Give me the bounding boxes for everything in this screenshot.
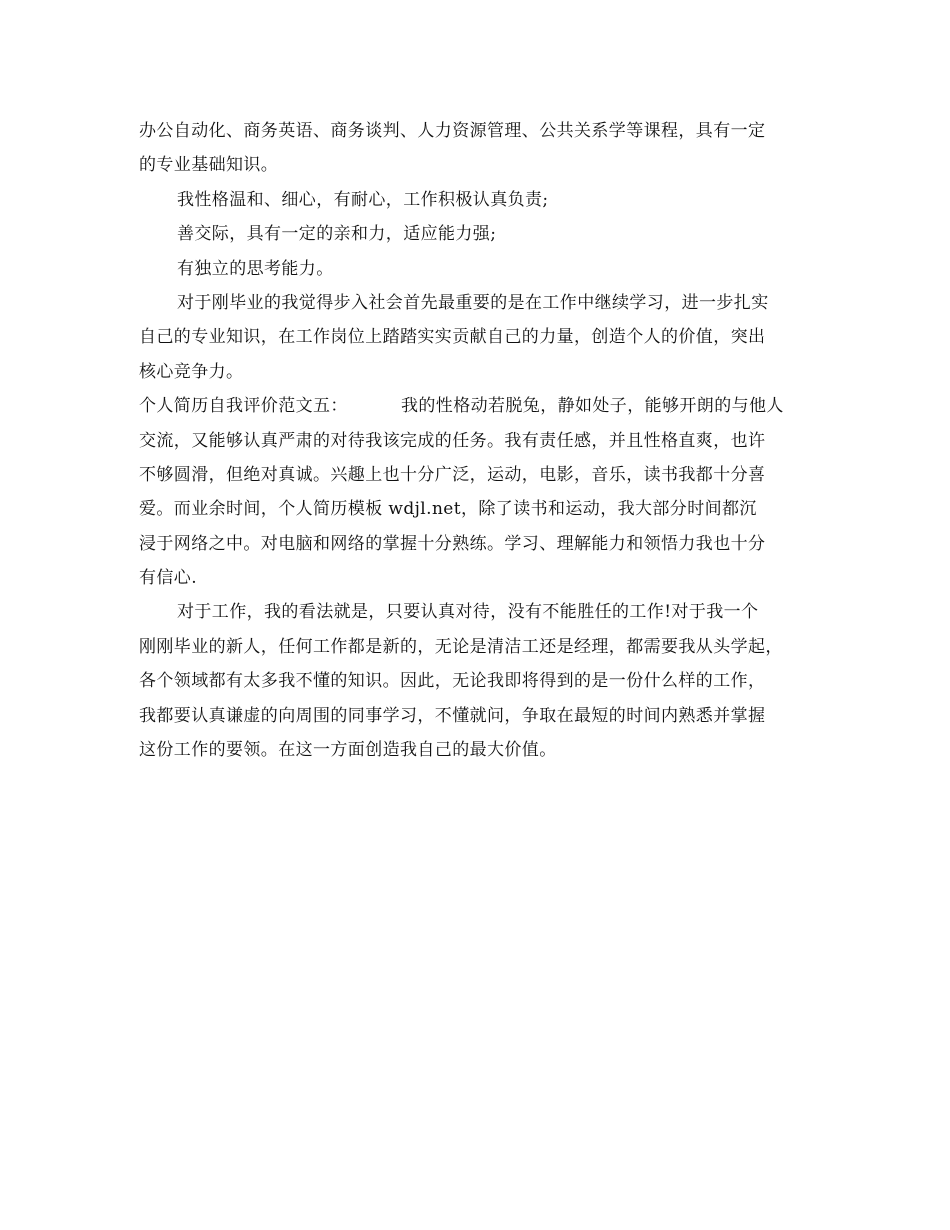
- text-line: 核心竞争力。: [139, 361, 244, 382]
- text-line: 不够圆滑，但绝对真诚。兴趣上也十分广泛，运动，电影，音乐，读书我都十分喜: [139, 464, 766, 485]
- text-line: 有独立的思考能力。: [177, 258, 334, 279]
- section-heading-line: [139, 389, 819, 423]
- text-line: 对于工作，我的看法就是，只要认真对待，没有不能胜任的工作!对于我一个: [177, 602, 759, 623]
- text-line: 我的性格动若脱兔，静如处子，能够开朗的与他人: [401, 396, 784, 417]
- text-line: 交流，又能够认真严肃的对待我该完成的任务。我有责任感，并且性格直爽，也许: [139, 430, 766, 451]
- section-heading: 个人简历自我评价范文五：: [139, 396, 348, 417]
- text-line: 这份工作的要领。在这一方面创造我自己的最大价值。: [139, 740, 557, 761]
- text-line: 我性格温和、细心，有耐心，工作积极认真负责;: [177, 189, 549, 210]
- text-line: 自己的专业知识，在工作岗位上踏踏实实贡献自己的力量，创造个人的价值，突出: [139, 327, 766, 348]
- text-line: 爱。而业余时间，个人简历模板 wdjl.net，除了读书和运动，我大部分时间都沉: [139, 499, 757, 520]
- text-line: 有信心.: [139, 568, 198, 589]
- text-line: 刚刚毕业的新人，任何工作都是新的，无论是清洁工还是经理，都需要我从头学起，: [139, 636, 783, 657]
- text-line: 浸于网络之中。对电脑和网络的掌握十分熟练。学习、理解能力和领悟力我也十分: [139, 533, 766, 554]
- text-line: 我都要认真谦虚的向周围的同事学习，不懂就问，争取在最短的时间内熟悉并掌握: [139, 705, 766, 726]
- text-line: 善交际，具有一定的亲和力，适应能力强;: [177, 224, 497, 245]
- text-line: 办公自动化、商务英语、商务谈判、人力资源管理、公共关系学等课程，具有一定: [139, 121, 766, 141]
- document-body: [139, 114, 819, 767]
- text-line: 各个领域都有太多我不懂的知识。因此，无论我即将得到的是一份什么样的工作，: [139, 671, 766, 692]
- text-line: 对于刚毕业的我觉得步入社会首先最重要的是在工作中继续学习，进一步扎实: [177, 292, 769, 313]
- text-line: 的专业基础知识。: [139, 155, 279, 176]
